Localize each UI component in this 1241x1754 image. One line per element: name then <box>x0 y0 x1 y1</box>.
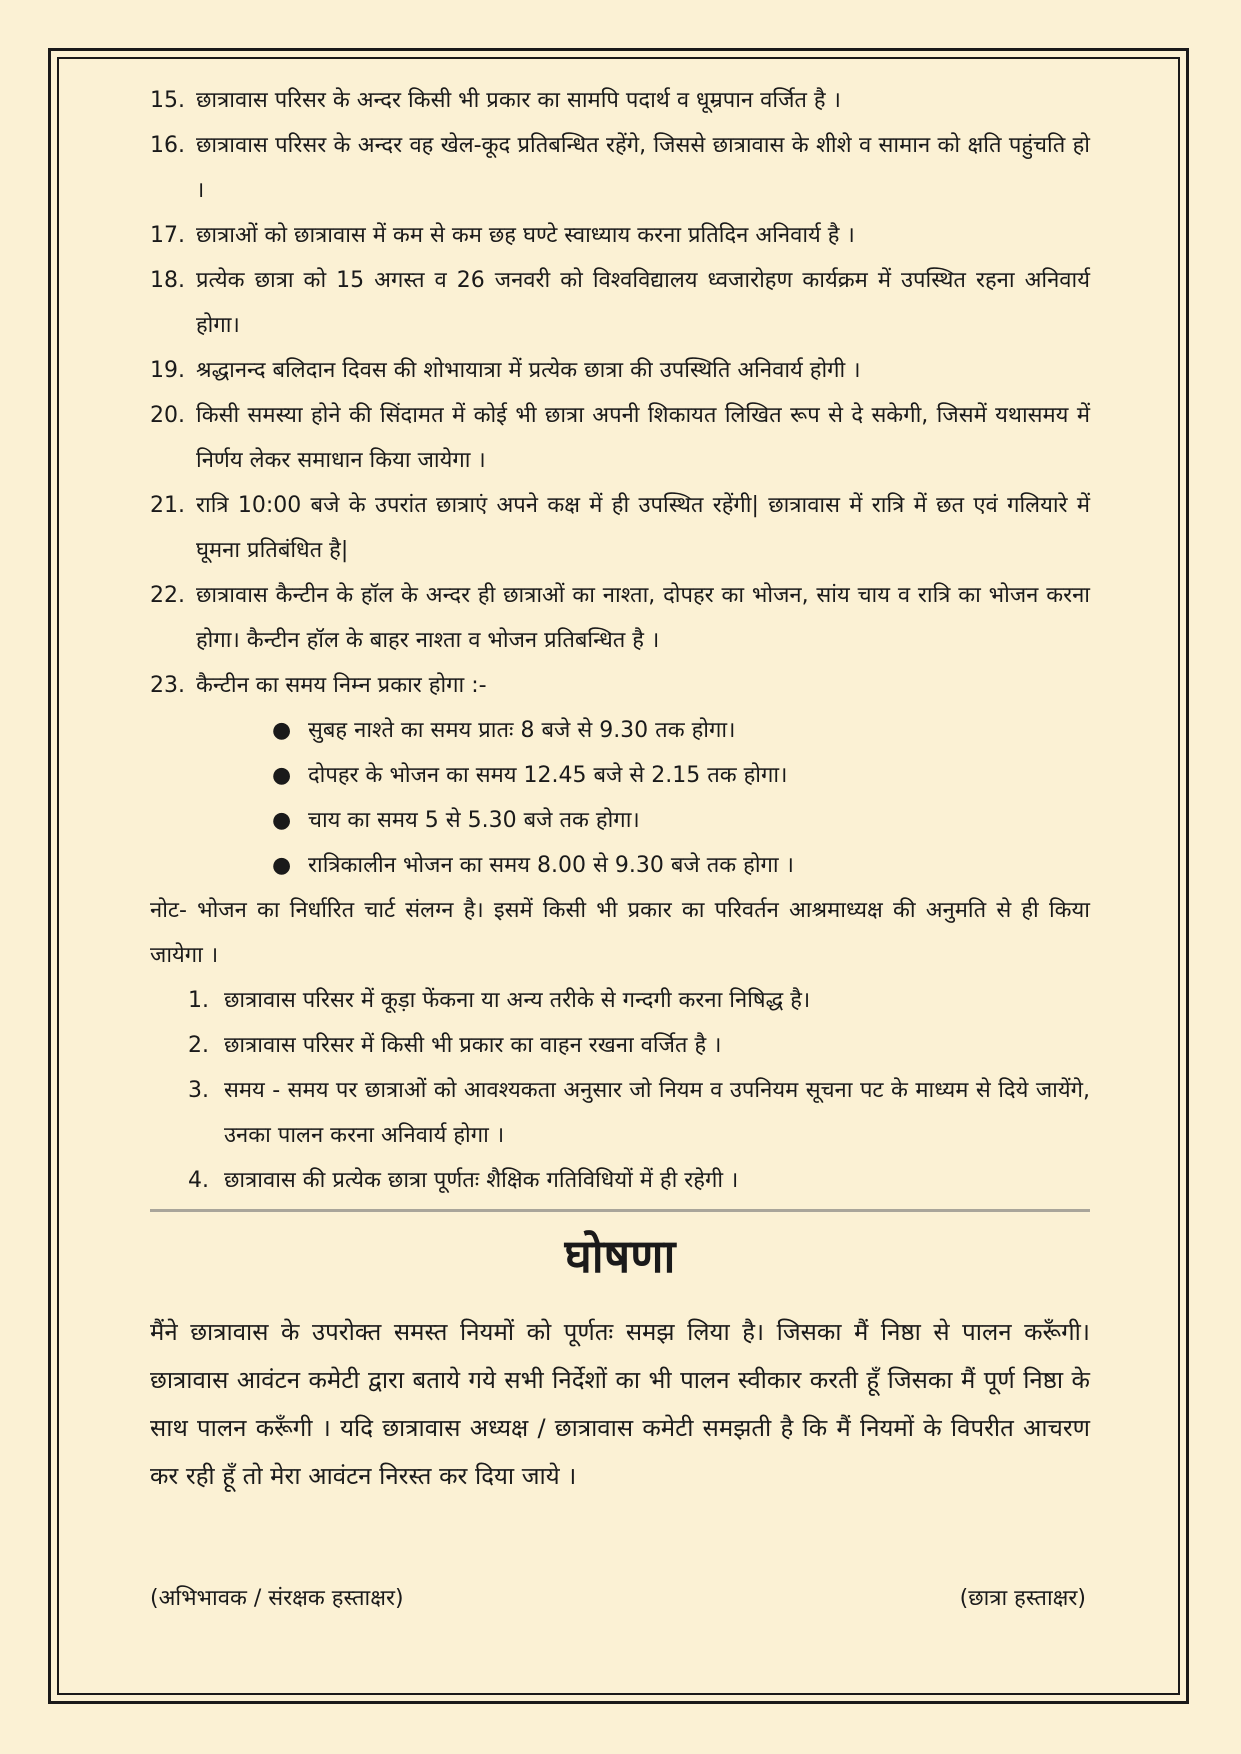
rules-list <box>150 78 1090 708</box>
sub-rule-item <box>188 1023 1090 1068</box>
rule-item-number: 19. <box>150 358 185 383</box>
note-text: नोट- भोजन का निर्धारित चार्ट संलग्न है। इसमें किसी भी प्रकार का परिवर्तन आश्रमाध्यक्ष की अनुमति से ही किया जायेगा । <box>150 898 1090 968</box>
additional-rules-list <box>188 978 1090 1203</box>
document-body <box>150 78 1090 1500</box>
sub-rule-item <box>188 1068 1090 1158</box>
rule-item <box>150 663 1090 708</box>
sub-rule-item-number: 2. <box>188 1033 209 1058</box>
declaration-heading: घोषणा <box>564 1229 676 1283</box>
timing-item <box>272 798 1090 843</box>
bullet-icon: ● <box>272 808 292 833</box>
signature-row <box>150 1582 1086 1612</box>
rule-item-number: 21. <box>150 493 185 518</box>
guardian-signature-label: (अभिभावक / संरक्षक हस्ताक्षर) <box>150 1586 404 1611</box>
rule-item-text: छात्राओं को छात्रावास में कम से कम छह घण्टे स्वाध्याय करना प्रतिदिन अनिवार्य है । <box>196 223 855 248</box>
rule-item-text: किसी समस्या होने की सिंदामत में कोई भी छात्रा अपनी शिकायत लिखित रूप से दे सकेगी, जिसमें यथासमय में निर्णय लेकर समाधान किया जायेगा । <box>196 403 1090 473</box>
rule-item-number: 16. <box>150 133 185 158</box>
rule-item-text: रात्रि 10:00 बजे के उपरांत छात्राएं अपने कक्ष में ही उपस्थित रहेंगी| छात्रावास में रात्रि में छत एवं गलियारे में घूमना प्रतिबंधित है| <box>196 493 1090 563</box>
rule-item <box>150 258 1090 348</box>
rule-item <box>150 393 1090 483</box>
timing-text: दोपहर के भोजन का समय 12.45 बजे से 2.15 तक होगा। <box>308 763 788 788</box>
rule-item-text: कैन्टीन का समय निम्न प्रकार होगा :- <box>196 673 487 698</box>
rule-item-number: 23. <box>150 673 185 698</box>
sub-rule-item-number: 3. <box>188 1078 209 1103</box>
bullet-icon: ● <box>272 853 292 878</box>
timing-item <box>272 753 1090 798</box>
rule-item-number: 18. <box>150 268 185 293</box>
bullet-icon: ● <box>272 763 292 788</box>
timing-item <box>272 843 1090 888</box>
rule-item <box>150 78 1090 123</box>
rule-item-text: छात्रावास परिसर के अन्दर किसी भी प्रकार का सामपि पदार्थ व धूम्रपान वर्जित है । <box>196 88 841 113</box>
timing-text: रात्रिकालीन भोजन का समय 8.00 से 9.30 बजे तक होगा । <box>308 853 794 878</box>
rule-item-number: 17. <box>150 223 185 248</box>
rule-item <box>150 123 1090 213</box>
timing-text: सुबह नाश्ते का समय प्रातः 8 बजे से 9.30 तक होगा। <box>308 718 736 743</box>
sub-rule-item-text: छात्रावास परिसर में किसी भी प्रकार का वाहन रखना वर्जित है । <box>224 1033 722 1058</box>
rule-item <box>150 573 1090 663</box>
sub-rule-item <box>188 978 1090 1023</box>
rule-item-text: छात्रावास परिसर के अन्दर वह खेल-कूद प्रतिबन्धित रहेंगे, जिससे छात्रावास के शीशे व सामान को क्षति पहुंचति हो । <box>196 133 1090 203</box>
sub-rule-item-number: 4. <box>188 1168 209 1193</box>
declaration-text: मैंने छात्रावास के उपरोक्त समस्त नियमों को पूर्णतः समझ लिया है। जिसका मैं निष्ठा से पालन करूँगी। छात्रावास आवंटन कमेटी द्वारा बताये गये सभी निर्देशों का भी पालन स्वीकार करती हूँ जिसका मैं पूर्ण निष्ठा के साथ पालन करूँगी । यदि छात्रावास अध्यक्ष / छात्रावास कमेटी समझती है कि मैं नियमों के विपरीत आचरण कर रही हूँ तो मेरा आवंटन निरस्त कर दिया जाये । <box>150 1318 1090 1490</box>
sub-rule-item <box>188 1158 1090 1203</box>
timing-text: चाय का समय 5 से 5.30 बजे तक होगा। <box>308 808 640 833</box>
rule-item-text: छात्रावास कैन्टीन के हॉल के अन्दर ही छात्राओं का नाश्ता, दोपहर का भोजन, सांय चाय व रात्रि का भोजन करना होगा। कैन्टीन हॉल के बाहर नाश्ता व भोजन प्रतिबन्धित है । <box>196 583 1090 653</box>
rule-item <box>150 348 1090 393</box>
sub-rule-item-text: समय - समय पर छात्राओं को आवश्यकता अनुसार जो नियम व उपनियम सूचना पट के माध्यम से दिये जायेंगे, उनका पालन करना अनिवार्य होगा । <box>224 1078 1090 1148</box>
rule-item-text: प्रत्येक छात्रा को 15 अगस्त व 26 जनवरी को विश्वविद्यालय ध्वजारोहण कार्यक्रम में उपस्थित रहना अनिवार्य होगा। <box>196 268 1090 338</box>
rule-item-number: 22. <box>150 583 185 608</box>
sub-rule-item-number: 1. <box>188 988 209 1013</box>
student-signature-label: (छात्रा हस्ताक्षर) <box>959 1586 1086 1611</box>
bullet-icon: ● <box>272 718 292 743</box>
sub-rule-item-text: छात्रावास परिसर में कूड़ा फेंकना या अन्य तरीके से गन्दगी करना निषिद्ध है। <box>224 988 811 1013</box>
divider <box>150 1209 1090 1212</box>
rule-item-text: श्रद्धानन्द बलिदान दिवस की शोभायात्रा में प्रत्येक छात्रा की उपस्थिति अनिवार्य होगी । <box>196 358 861 383</box>
sub-rule-item-text: छात्रावास की प्रत्येक छात्रा पूर्णतः शैक्षिक गतिविधियों में ही रहेगी । <box>224 1168 739 1193</box>
timing-item <box>272 708 1090 753</box>
rule-item <box>150 213 1090 258</box>
rule-item-number: 20. <box>150 403 185 428</box>
canteen-timings-list <box>272 708 1090 888</box>
rule-item-number: 15. <box>150 88 185 113</box>
rule-item <box>150 483 1090 573</box>
